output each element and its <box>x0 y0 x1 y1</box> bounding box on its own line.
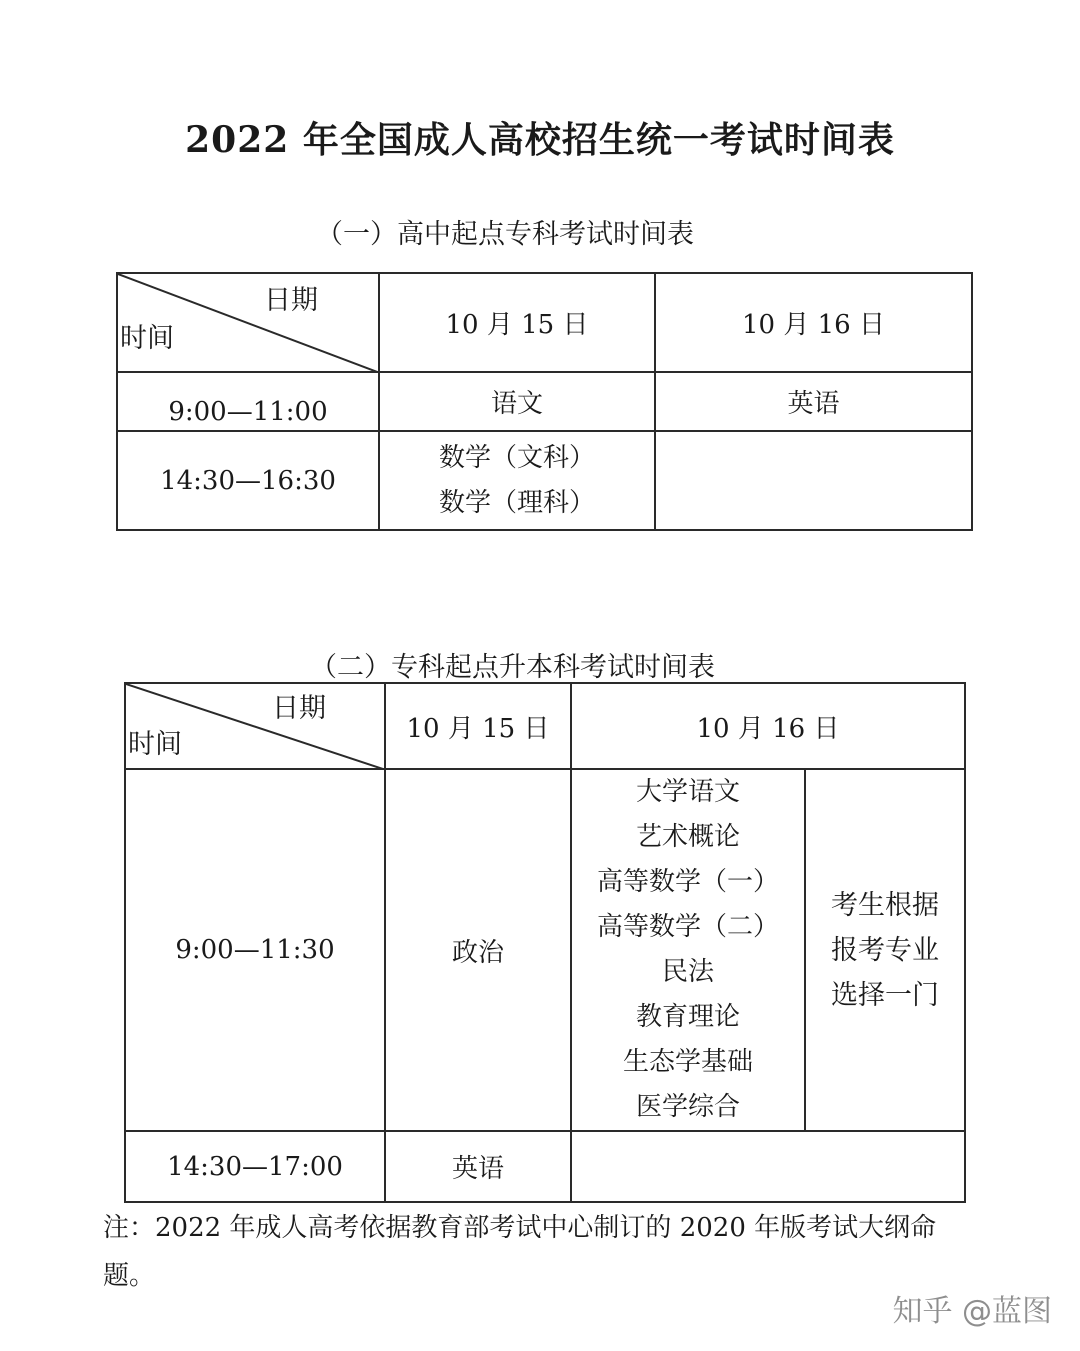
subject-item: 艺术概论 <box>635 822 740 852</box>
subject-item: 高等数学（二） <box>596 912 779 942</box>
subject-item: 大学语文 <box>635 777 740 807</box>
selection-note-line: 选择一门 <box>831 979 939 1011</box>
subject-item: 高等数学（一） <box>596 867 779 897</box>
watermark: 知乎 @蓝图 <box>892 1294 1052 1329</box>
subject-item: 数学（理科） <box>438 487 595 518</box>
date-header-day1: 10 月 15 日 <box>379 273 655 372</box>
schedule-table-2 <box>124 682 966 1203</box>
subject-item: 医学综合 <box>635 1092 740 1122</box>
subject-cell: 政治 <box>385 769 571 1131</box>
header-date-label: 日期 <box>272 693 326 724</box>
subject-item: 生态学基础 <box>622 1047 753 1077</box>
time-slot: 9:00—11:30 <box>125 769 385 1131</box>
subject-item: 民法 <box>661 957 714 987</box>
empty-cell <box>571 1131 965 1202</box>
footnote: 注：2022 年成人高考依据教育部考试中心制订的 2020 年版考试大纲命题。 <box>103 1213 937 1291</box>
subject-cell: 语文 <box>379 372 655 431</box>
subject-item: 数学（文科） <box>438 442 595 473</box>
empty-cell <box>655 431 972 530</box>
subject-cell: 英语 <box>655 372 972 431</box>
time-slot: 14:30—17:00 <box>125 1131 385 1202</box>
date-header-day2: 10 月 16 日 <box>571 683 965 769</box>
time-slot: 14:30—16:30 <box>117 431 379 530</box>
subject-cell: 英语 <box>385 1131 571 1202</box>
selection-note-cell <box>805 769 965 1131</box>
selection-note-line: 报考专业 <box>831 934 939 966</box>
date-header-day1: 10 月 15 日 <box>385 683 571 769</box>
table1-caption: （一）高中起点专科考试时间表 <box>316 219 694 250</box>
header-date-label: 日期 <box>264 285 318 316</box>
table2-caption: （二）专科起点升本科考试时间表 <box>310 652 715 683</box>
date-header-day2: 10 月 16 日 <box>655 273 972 372</box>
time-slot: 9:00—11:00 <box>117 372 379 431</box>
diagonal-header-cell <box>125 683 385 769</box>
subject-cell <box>379 431 655 530</box>
page-title: 2022 年全国成人高校招生统一考试时间表 <box>185 119 895 161</box>
selection-note-line: 考生根据 <box>831 889 939 921</box>
header-time-label: 时间 <box>120 323 174 354</box>
subject-item: 教育理论 <box>635 1002 740 1032</box>
subject-list-cell <box>571 769 805 1131</box>
header-time-label: 时间 <box>128 729 182 760</box>
diagonal-header-cell <box>117 273 379 372</box>
schedule-table-1 <box>116 272 973 531</box>
